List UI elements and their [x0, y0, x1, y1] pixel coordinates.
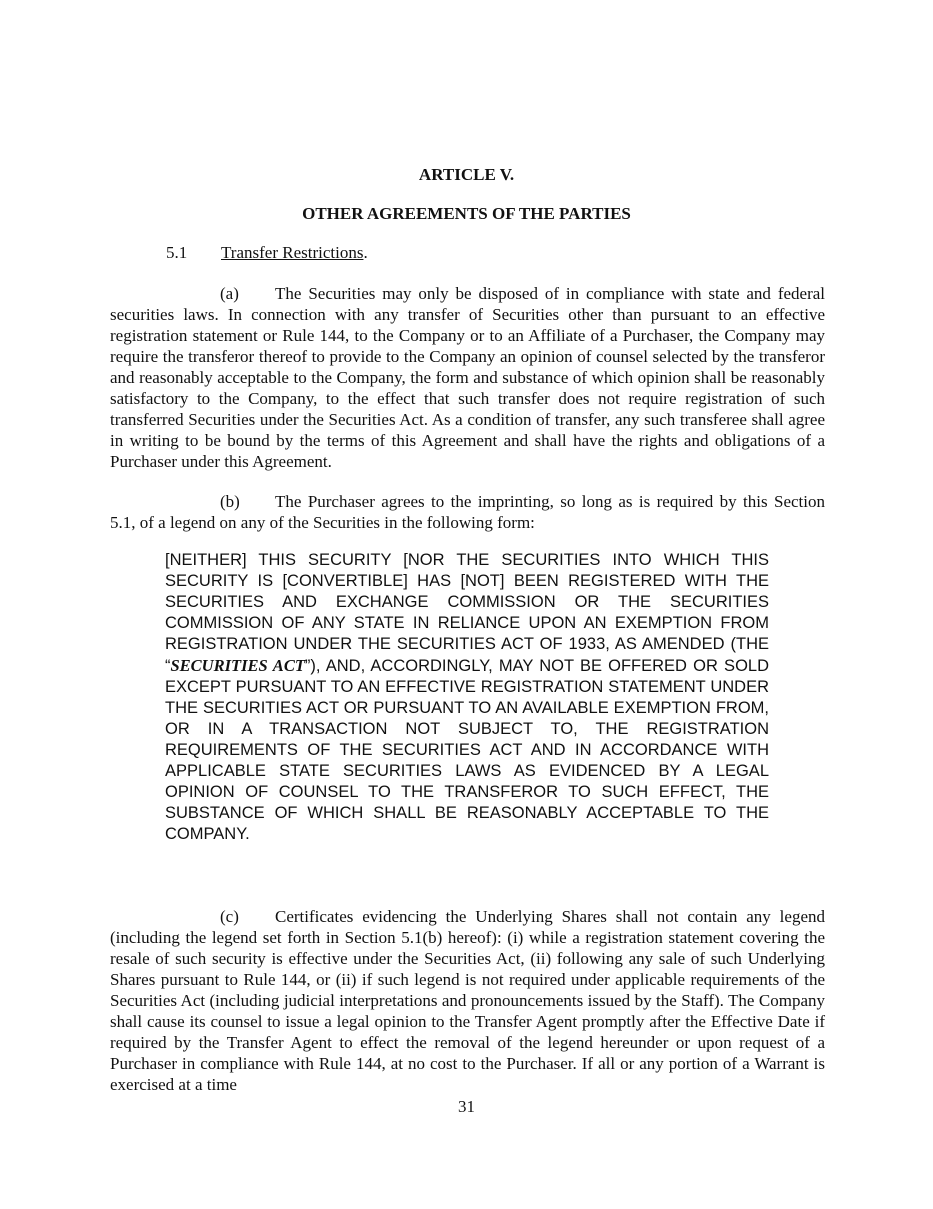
section-title-suffix: .: [363, 243, 368, 262]
paragraph-b-label: (b): [220, 492, 240, 511]
paragraph-c-text: Certificates evidencing the Underlying Shares shall not contain any legend (including the legend set forth in Section 5.1(b) hereof): (i) while a registration statement covering the resale of such security is effective under the Securities Act, (ii) following any sale of such Underlying Shares pursuant to Rule 144, or (ii) if such legend is not required under applicable requirements of the Securities Act (including judicial interpretations and pronouncements issued by the Staff). The Company shall cause its counsel to issue a legal opinion to the Transfer Agent promptly after the Effective Date if required by the Transfer Agent to effect the removal of the legend hereunder or upon request of a Purchaser in compliance with Rule 144, at no cost to the Purchaser. If all or any portion of a Warrant is exercised at a time: [110, 907, 825, 1094]
paragraph-b-text: The Purchaser agrees to the imprinting, so long as is required by this Section 5.1, of a legend on any of the Securities in the following form:: [110, 492, 825, 532]
page-number: 31: [458, 1097, 475, 1116]
section-number: 5.1: [166, 243, 188, 262]
article-title: ARTICLE V.: [418, 165, 515, 184]
section-heading: [166, 243, 368, 263]
section-title: Transfer Restrictions: [221, 243, 364, 262]
paragraph-b: [110, 491, 825, 533]
paragraph-a-text: The Securities may only be disposed of in compliance with state and federal securities laws. In connection with any transfer of Securities other than pursuant to an effective registration statement or Rule 144, to the Company or to an Affiliate of a Purchaser, the Company may require the transferor thereof to provide to the Company an opinion of counsel selected by the transferor and reasonably acceptable to the Company, the form and substance of which opinion shall be reasonably satisfactory to the Company, to the effect that such transfer does not require registration of such transferred Securities under the Securities Act. As a condition of transfer, any such transferee shall agree in writing to be bound by the terms of this Agreement and shall have the rights and obligations of a Purchaser under this Agreement.: [110, 284, 825, 471]
paragraph-a: [110, 283, 825, 472]
paragraph-c: [110, 906, 825, 1095]
legend-text-before: [NEITHER] THIS SECURITY [NOR THE SECURITIES INTO WHICH THIS SECURITY IS [CONVERTIBLE] HAS [NOT] BEEN REGISTERED WITH THE SECURITIES AND EXCHANGE COMMISSION OR THE SECURITIES COMMISSION OF ANY STATE IN RELIANCE UPON AN EXEMPTION FROM REGISTRATION UNDER THE SECURITIES ACT OF 1933, AS AMENDED (THE “: [165, 551, 769, 675]
legend-text-after: ”), AND, ACCORDINGLY, MAY NOT BE OFFERED OR SOLD EXCEPT PURSUANT TO AN EFFECTIVE REGISTRATION STATEMENT UNDER THE SECURITIES ACT OR PURSUANT TO AN AVAILABLE EXEMPTION FROM, OR IN A TRANSACTION NOT SUBJECT TO, THE REGISTRATION REQUIREMENTS OF THE SECURITIES ACT AND IN ACCORDANCE WITH APPLICABLE STATE SECURITIES LAWS AS EVIDENCED BY A LEGAL OPINION OF COUNSEL TO THE TRANSFEROR TO SUCH EFFECT, THE SUBSTANCE OF WHICH SHALL BE REASONABLY ACCEPTABLE TO THE COMPANY.: [165, 657, 769, 843]
securities-legend: [165, 550, 769, 845]
paragraph-c-label: (c): [220, 907, 239, 926]
paragraph-a-label: (a): [220, 284, 239, 303]
article-subtitle: OTHER AGREEMENTS OF THE PARTIES: [302, 204, 631, 223]
legend-defined-term: SECURITIES ACT: [170, 656, 305, 675]
